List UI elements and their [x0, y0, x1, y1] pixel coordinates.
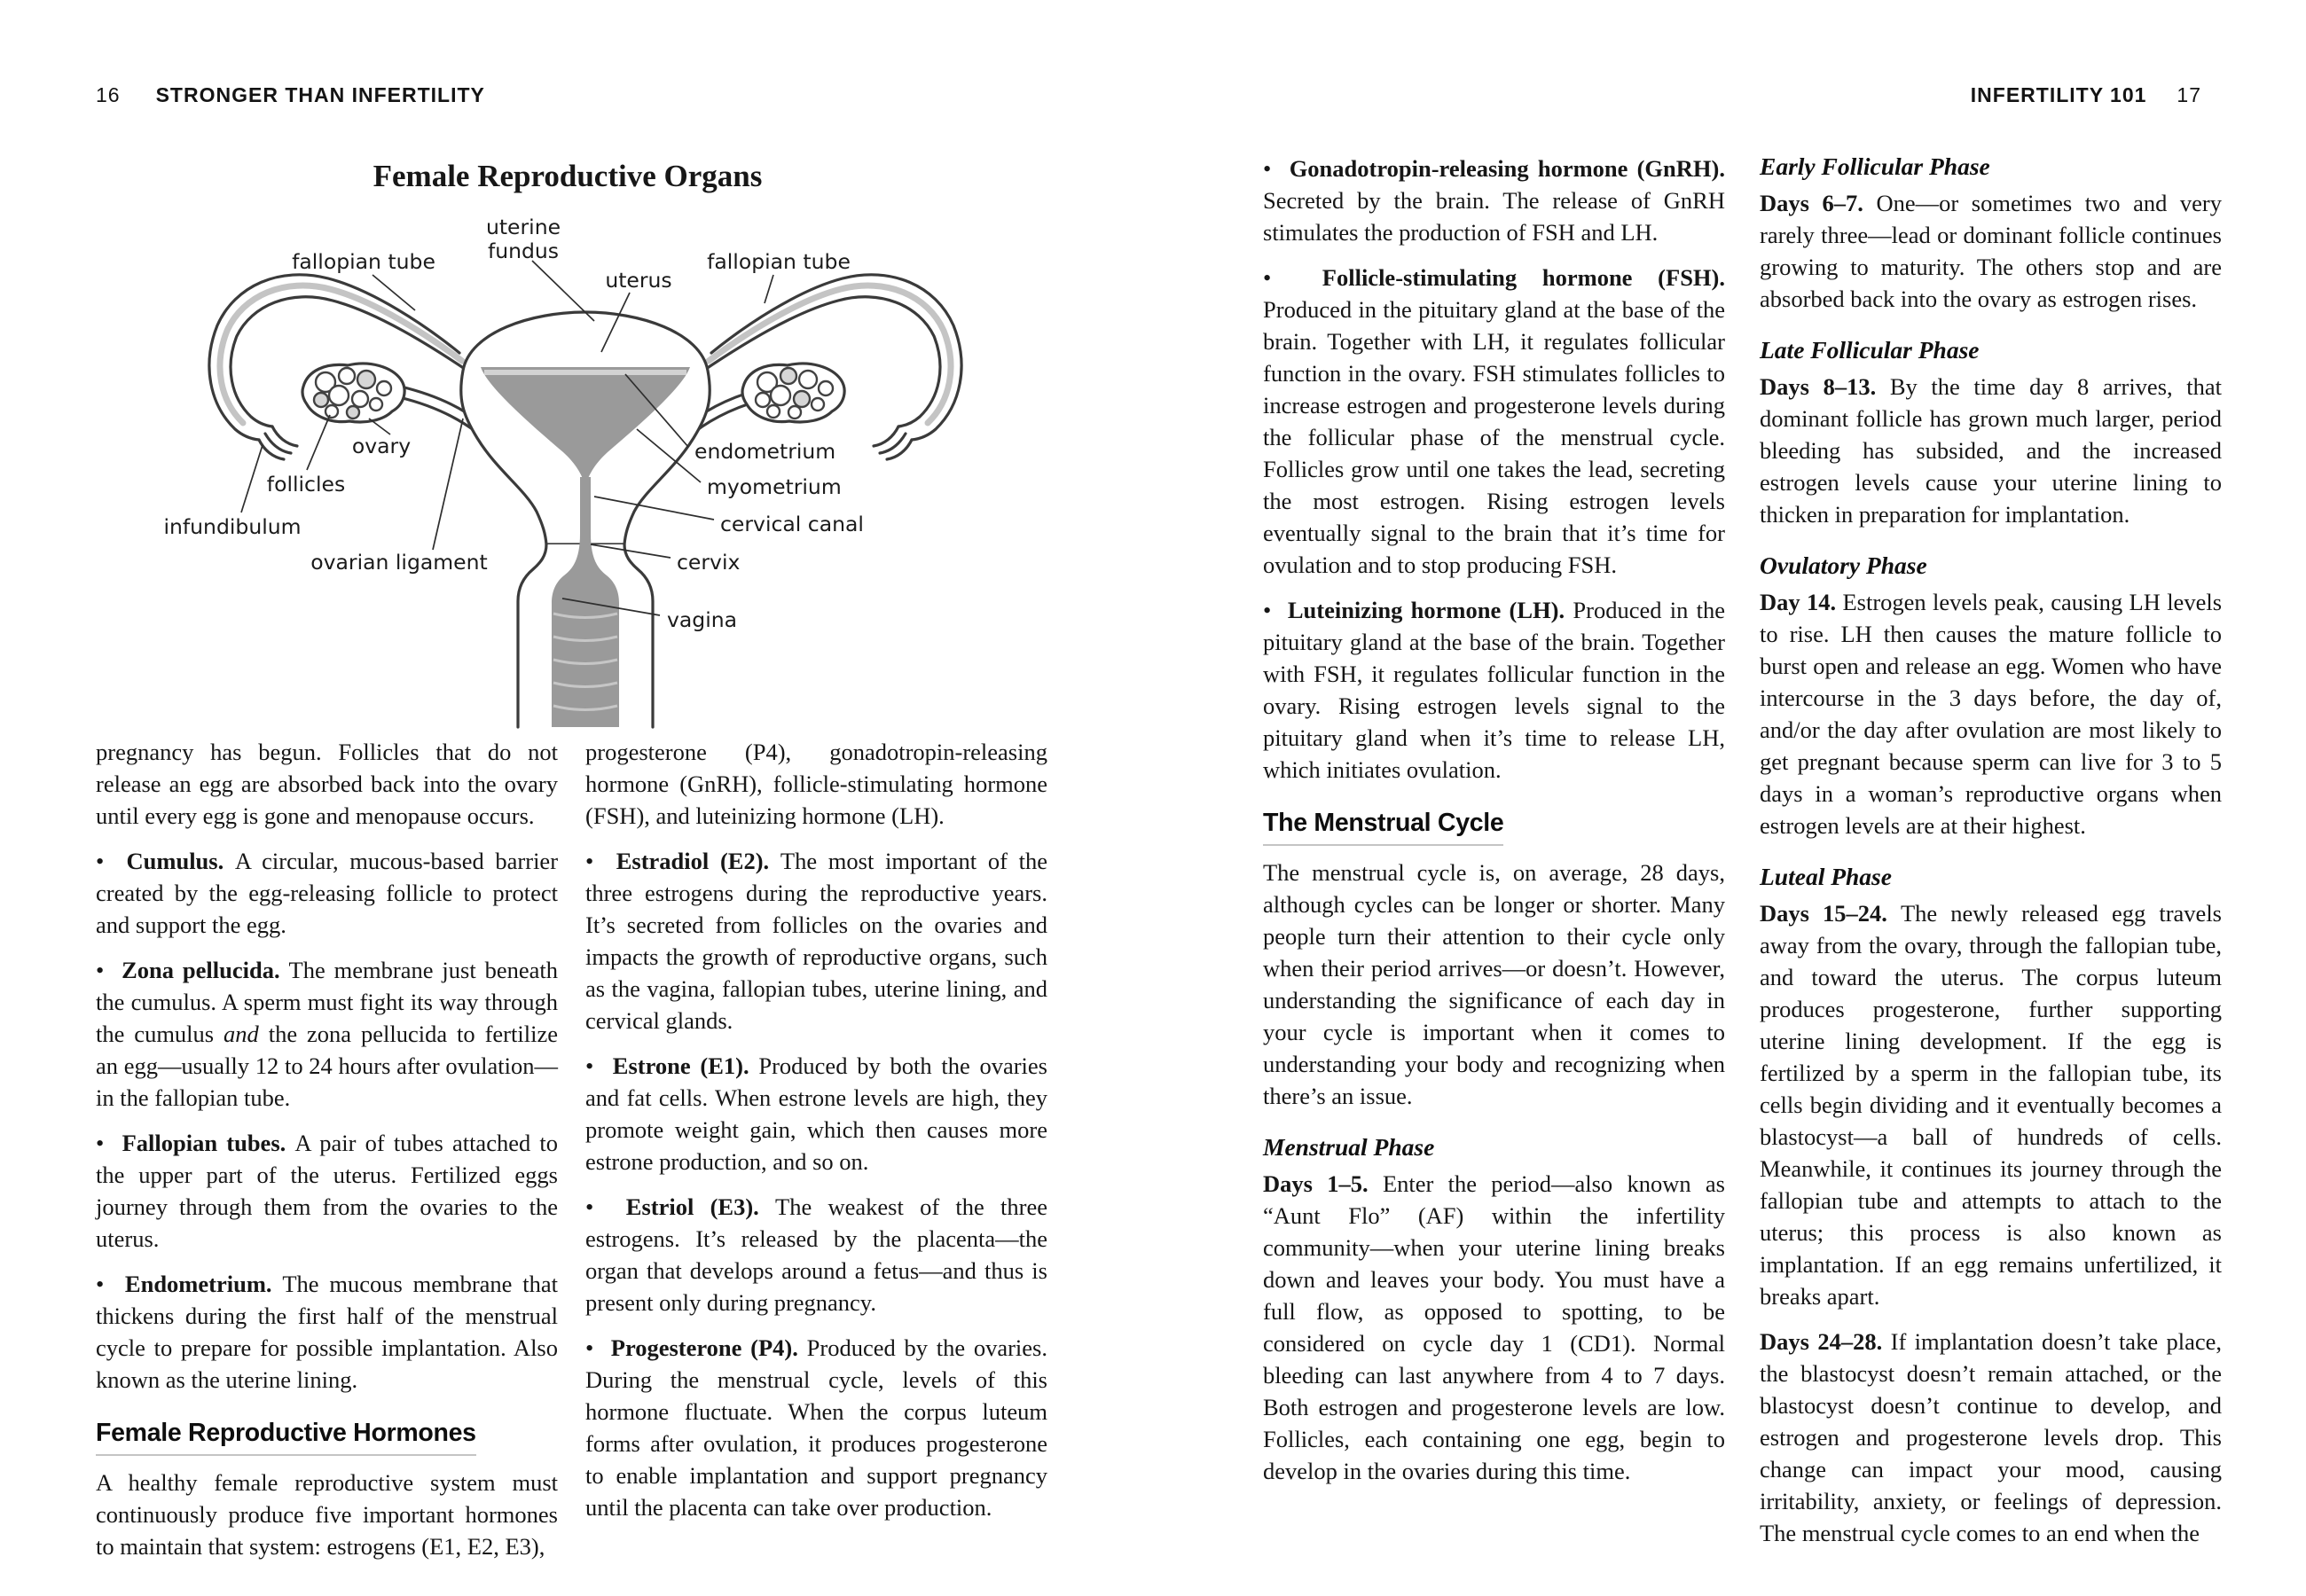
left-page-number: 16 — [96, 83, 121, 106]
bullet-item-zona-pellucida: • Zona pellucida. The membrane just beneath the cumulus. A sperm must fight its way through the cumulus and the zona pellucida to fertilize an egg—usually 12 to 24 hours after ovulation—in the fallopian tube. — [96, 957, 558, 1111]
label-uterine-fundus-line2: fundus — [487, 239, 560, 263]
paragraph-days-15-24: Days 15–24. The newly released egg travels away from the ovary, through the fallopian tube, and toward the uterus. The corpus luteum produces progesterone, further supporting uterine lining development. If the egg is fertilized by a sperm in the fallopian tube, its cells begin dividing and it eventually becomes a blastocyst—a ball of hundreds of cells. Meanwhile, it continues its journey through the fallopian tube and attempts to attach to the uterus; this process is also known as implantation. If an egg remains unfertilized, it breaks apart. — [1760, 900, 2222, 1310]
right-page-number: 17 — [2177, 83, 2201, 106]
label-uterine-fundus-line1: uterine — [485, 215, 561, 239]
label-ovary: ovary — [351, 434, 412, 458]
section-heading-female-reproductive-hormones: Female Reproductive Hormones — [96, 1419, 476, 1456]
label-cervical-canal: cervical canal — [720, 512, 864, 536]
diagram-title: Female Reproductive Organs — [373, 159, 763, 193]
bullet-item-lh: • Luteinizing hormone (LH). Produced in the pituitary gland at the base of the brain. Together with FSH, it regulates follicular function in the ovary. Rising estrogen levels signal to the pituitary gland when it’s time to release LH, which initiates ovulation. — [1263, 597, 1725, 783]
label-ovarian-ligament: ovarian ligament — [310, 550, 488, 575]
left-page-header — [96, 83, 485, 107]
cervical-canal-shape — [580, 477, 591, 543]
paragraph: pregnancy has begun. Follicles that do not release an egg are absorbed back into the ovary until every egg is gone and menopause occurs. — [96, 739, 558, 829]
female-reproductive-organs-diagram — [53, 153, 1082, 738]
phase-heading-ovulatory: Ovulatory Phase — [1760, 552, 1927, 579]
phase-heading-menstrual: Menstrual Phase — [1263, 1133, 1435, 1161]
right-page-column-1 — [1263, 153, 1725, 1500]
section-heading-menstrual-cycle: The Menstrual Cycle — [1263, 809, 1503, 846]
paragraph: progesterone (P4), gonadotropin-releasing hormone (GnRH), follicle-stimulating hormone (FSH), and luteinizing hormone (LH). — [585, 739, 1047, 829]
paragraph-days-6-7: Days 6–7. One—or sometimes two and very rarely three—lead or dominant follicle continues growing to maturity. The others stop and are absorbed back into the ovary as estrogen rises. — [1760, 190, 2222, 312]
label-endometrium: endometrium — [694, 439, 836, 464]
bullet-item-progesterone: • Progesterone (P4). Produced by the ovaries. During the menstrual cycle, levels of this hormone fluctuate. When the corpus luteum forms after ovulation, it produces progesterone to enable implantation and support pregnancy until the placenta can take over production. — [585, 1334, 1047, 1521]
paragraph-days-24-28: Days 24–28. If implantation doesn’t take place, the blastocyst doesn’t remain attached, or the blastocyst doesn’t continue to develop, and estrogen and progesterone levels drop. This change can impact your mood, causing irritability, anxiety, or feelings of depression. The menstrual cycle comes to an end when the — [1760, 1328, 2223, 1546]
left-page-column-2 — [585, 736, 1047, 1537]
right-page-header — [1971, 83, 2201, 107]
paragraph-day-14: Day 14. Estrogen levels peak, causing LH levels to rise. LH then causes the mature follicle to burst open and release an egg. Women who have intercourse in the 3 days before, the day of, and/or the day after ovulation are most likely to get pregnant because sperm can live for 3 to 5 days in a woman’s reproductive organs when estrogen levels are at their highest. — [1760, 589, 2223, 839]
label-myometrium: myometrium — [707, 474, 842, 499]
label-infundibulum: infundibulum — [163, 514, 302, 539]
label-uterus: uterus — [605, 268, 672, 293]
bullet-item-fsh: • Follicle-stimulating hormone (FSH). Produced in the pituitary gland at the base of the brain. Together with LH, it regulates follicular function in the ovary. FSH stimulates follicles to increase estrogen and progesterone levels during the follicular phase of the menstrual cycle. Follicles grow until one takes the lead, secreting the most estrogen. Rising estrogen levels eventually signal to the brain that it’s time for ovulation and to stop producing FSH. — [1263, 264, 1725, 578]
left-fimbriae — [259, 426, 297, 459]
diagram-canvas — [53, 153, 1082, 738]
label-fallopian-tube-left: fallopian tube — [292, 249, 435, 274]
right-running-title: INFERTILITY 101 — [1970, 83, 2147, 106]
organ-illustration — [209, 275, 961, 727]
paragraph-days-1-5: Days 1–5. Enter the period—also known as “Aunt Flo” (AF) within the infertility community—when your uterine lining breaks down and leaves your body. You must have a full flow, as opposed to spotting, to be considered on cycle day 1 (CD1). Normal bleeding can last anywhere from 4 to 7 days. Both estrogen and progesterone levels are low. Follicles, each containing one egg, begin to develop in the ovaries during this time. — [1263, 1170, 1725, 1484]
phase-heading-early-follicular: Early Follicular Phase — [1760, 153, 1990, 180]
phase-heading-late-follicular: Late Follicular Phase — [1760, 336, 1980, 364]
paragraph-days-8-13: Days 8–13. By the time day 8 arrives, that dominant follicle has grown much larger, period bleeding has subsided, and the increased estrogen levels cause your uterine lining to thicken in preparation for implantation. — [1760, 373, 2223, 528]
left-page-column-1 — [96, 736, 558, 1576]
paragraph: A healthy female reproductive system must continuously produce five important hormones to maintain that system: estrogens (E1, E2, E3), — [96, 1469, 558, 1560]
right-fimbriae — [874, 426, 912, 459]
right-fallopian-tube-outer — [711, 275, 961, 440]
bullet-item-endometrium: • Endometrium. The mucous membrane that thickens during the first half of the menstrual cycle to prepare for possible implantation. Also known as the uterine lining. — [96, 1271, 558, 1393]
bullet-item-fallopian-tubes: • Fallopian tubes. A pair of tubes attached to the upper part of the uterus. Fertilized eggs journey through them from the ovaries to the uterus. — [96, 1130, 558, 1252]
bullet-item-estradiol: • Estradiol (E2). The most important of the three estrogens during the reproductive years. It’s secreted from follicles on the ovaries and impacts the growth of reproductive organs, such as the vagina, fallopian tubes, uterine lining, and cervical glands. — [585, 848, 1047, 1034]
label-vagina: vagina — [667, 607, 738, 632]
bullet-item-cumulus: • Cumulus. A circular, mucous-based barrier created by the egg-releasing follicle to protect and support the egg. — [96, 848, 559, 938]
paragraph: The menstrual cycle is, on average, 28 days, although cycles can be longer or shorter. Many people turn their attention to their cycle only when their period arrives—or doesn’t. However, understanding the significance of each day in your cycle is important when it comes to understanding your body and recognizing when there’s an issue. — [1263, 859, 1725, 1109]
bullet-item-estrone: • Estrone (E1). Produced by both the ovaries and fat cells. When estrone levels are high, they promote weight gain, which then causes more estrone production, and so on. — [585, 1052, 1047, 1175]
label-cervix: cervix — [677, 550, 741, 575]
right-page-column-2 — [1760, 153, 2222, 1562]
label-fallopian-tube-right: fallopian tube — [707, 249, 851, 274]
label-follicles: follicles — [266, 472, 346, 497]
bullet-item-gnrh: • Gonadotropin-releasing hormone (GnRH). Secreted by the brain. The release of GnRH stimulates the production of FSH and LH. — [1263, 155, 1725, 246]
left-running-title: STRONGER THAN INFERTILITY — [155, 83, 485, 106]
bullet-item-estriol: • Estriol (E3). The weakest of the three estrogens. It’s released by the placenta—the organ that develops around a fetus—and thus is present only during pregnancy. — [585, 1193, 1047, 1316]
phase-heading-luteal: Luteal Phase — [1760, 863, 1892, 890]
